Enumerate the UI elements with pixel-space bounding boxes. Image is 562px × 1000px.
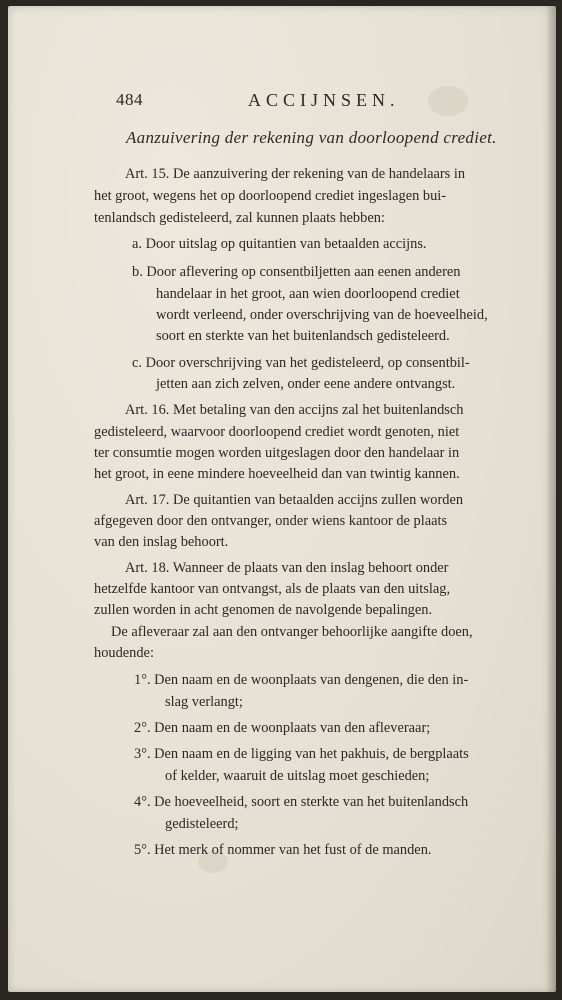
text-line: het groot, wegens het op doorloopend crediet ingeslagen bui-: [94, 188, 447, 204]
text-line: 3°. Den naam en de ligging van het pakhuis, de bergplaats: [134, 746, 469, 762]
text-line: 4°. De hoeveelheid, soort en sterkte van het buitenlandsch: [134, 794, 469, 810]
text-line: Art. 16. Met betaling van den accijns zal het buitenlandsch: [125, 402, 464, 418]
text-line: Art. 18. Wanneer de plaats van den inslag behoort onder: [125, 560, 449, 576]
text-line: afgegeven door den ontvanger, onder wiens kantoor de plaats: [94, 513, 448, 529]
text-line: tenlandsch gedisteleerd, zal kunnen plaats hebben:: [94, 210, 385, 226]
running-title: ACCIJNSEN.: [248, 90, 400, 110]
section-title: Aanzuivering der rekening van doorloopend crediet.: [126, 128, 497, 147]
text-line: hetzelfde kantoor van ontvangst, als de plaats van den uitslag,: [94, 581, 451, 597]
text-line: ter consumtie mogen worden uitgeslagen door den handelaar in: [94, 445, 460, 461]
text-line: Art. 17. De quitantien van betaalden accijns zullen worden: [125, 492, 464, 508]
text-line: Art. 15. De aanzuivering der rekening van de handelaars in: [125, 166, 466, 182]
text-line: of kelder, waaruit de uitslag moet geschieden;: [165, 768, 430, 784]
page-number: 484: [116, 90, 143, 109]
page-edge-shadow: [546, 6, 556, 992]
text-line: wordt verleend, onder overschrijving van de hoeveelheid,: [156, 307, 488, 323]
page-header: [116, 90, 516, 114]
text-line: het groot, in eene mindere hoeveelheid dan van twintig kannen.: [94, 466, 460, 482]
text-line: houdende:: [94, 645, 154, 661]
text-line: 5°. Het merk of nommer van het fust of de manden.: [134, 842, 432, 858]
text-line: De afleveraar zal aan den ontvanger behoorlijke aangifte doen,: [111, 624, 473, 640]
text-line: jetten aan zich zelven, onder eene andere ontvangst.: [156, 376, 456, 392]
text-line: gedisteleerd, waarvoor doorloopend crediet wordt genoten, niet: [94, 424, 460, 440]
text-line: handelaar in het groot, aan wien doorloopend crediet: [156, 286, 460, 302]
text-line: soort en sterkte van het buitenlandsch gedisteleerd.: [156, 328, 450, 344]
text-line: b. Door aflevering op consentbiljetten aan eenen anderen: [132, 264, 461, 280]
text-line: slag verlangt;: [165, 694, 243, 710]
text-line: van den inslag behoort.: [94, 534, 229, 550]
text-line: a. Door uitslag op quitantien van betaalden accijns.: [132, 236, 427, 252]
text-line: 2°. Den naam en de woonplaats van den afleveraar;: [134, 720, 431, 736]
text-line: zullen worden in acht genomen de navolgende bepalingen.: [94, 602, 433, 618]
book-page: [8, 6, 556, 992]
text-line: 1°. Den naam en de woonplaats van dengenen, die den in-: [134, 672, 469, 688]
text-line: c. Door overschrijving van het gedisteleerd, op consentbil-: [132, 355, 470, 371]
text-line: gedisteleerd;: [165, 816, 239, 832]
